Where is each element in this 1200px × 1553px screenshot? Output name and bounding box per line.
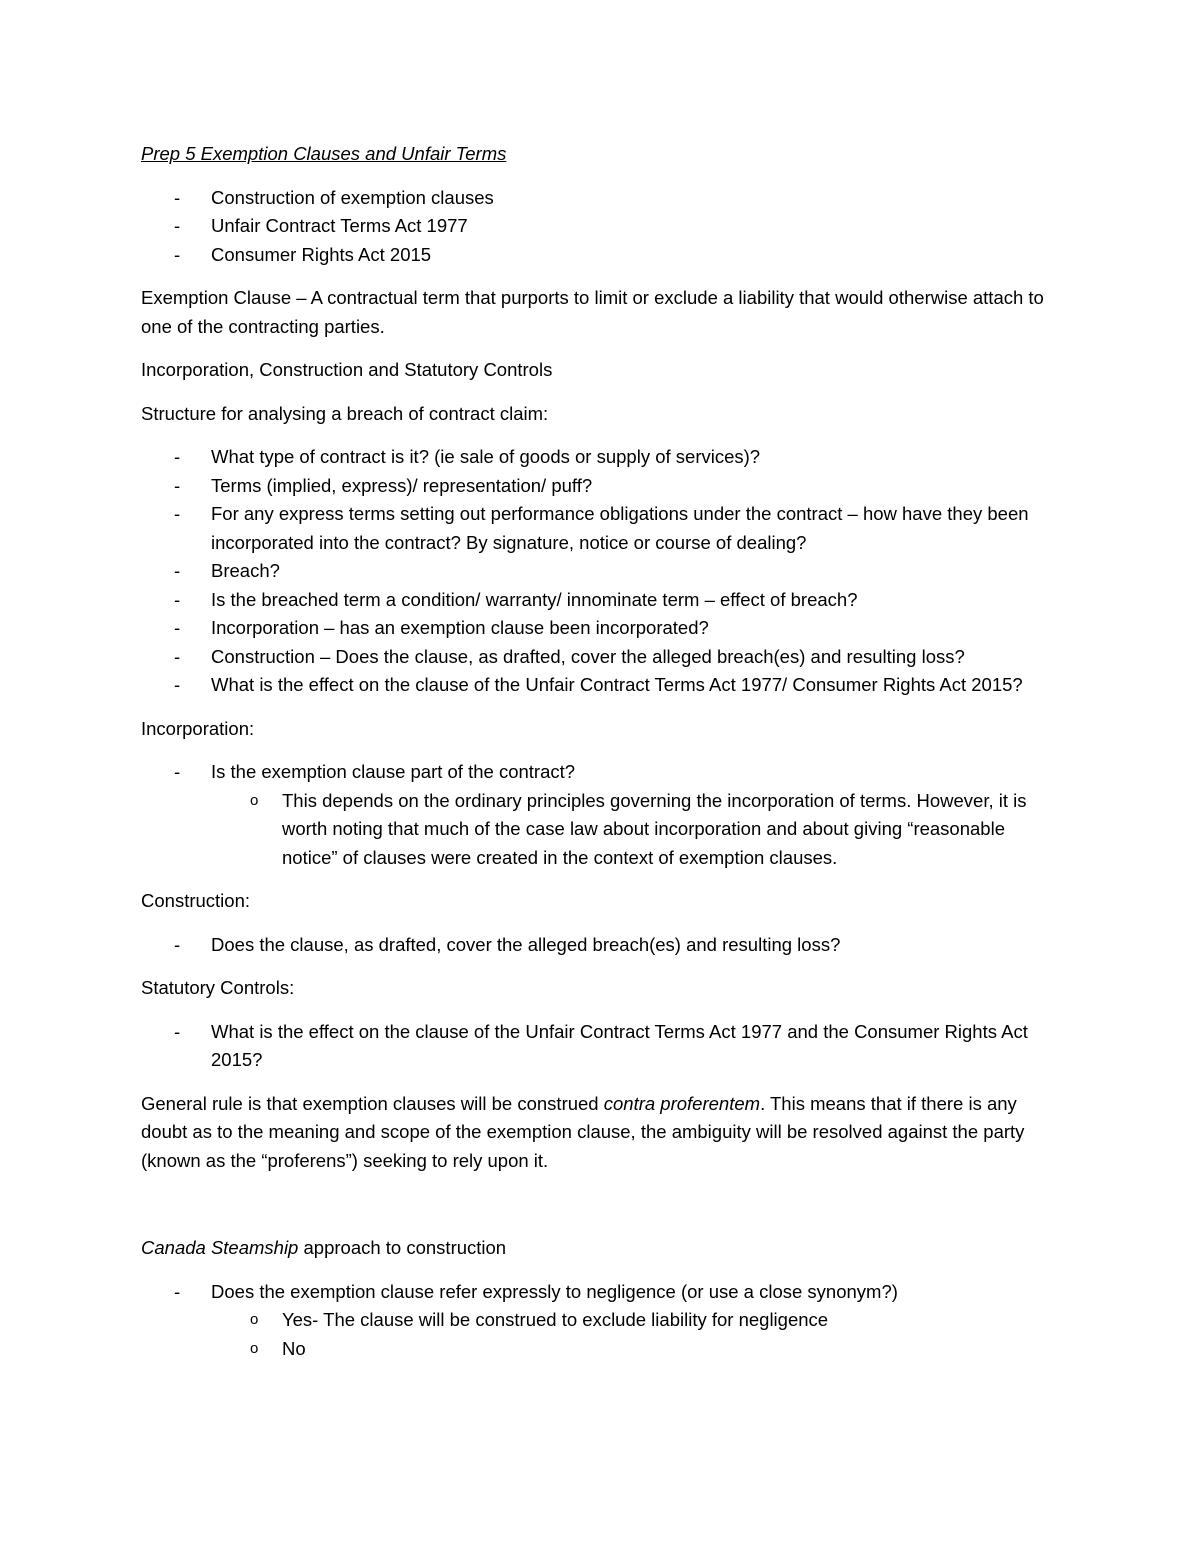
list-item: - Breach?	[141, 557, 1061, 586]
dash-bullet: -	[174, 588, 181, 610]
list-item: - Is the exemption clause part of the contract? o This depends on the ordinary principles governing the incorporation of terms. However, it is worth noting that much of the case law about incorporation and about giving “reasonable notice” of clauses were created in the context of exemption clauses.	[141, 758, 1061, 872]
list-item: - What type of contract is it? (ie sale of goods or supply of services)?	[141, 443, 1061, 472]
sub-list-item: o Yes- The clause will be construed to exclude liability for negligence	[141, 1306, 1061, 1335]
dash-bullet: -	[174, 186, 181, 208]
dash-bullet: -	[174, 474, 181, 496]
dash-bullet: -	[174, 503, 181, 524]
canada-list	[141, 1278, 1061, 1364]
blank-line	[141, 1190, 1061, 1234]
sub-list-item: o This depends on the ordinary principles governing the incorporation of terms. However, it is worth noting that much of the case law about incorporation and about giving “reasonable notice” of clauses were created in the context of exemption clauses.	[141, 787, 1061, 873]
section-heading-canada: Canada Steamship approach to construction	[141, 1237, 507, 1258]
page-title: Prep 5 Exemption Clauses and Unfair Terms	[141, 143, 507, 164]
section-heading-controls: Incorporation, Construction and Statutory Controls	[141, 359, 553, 380]
incorporation-list	[141, 758, 1061, 872]
structure-intro: Structure for analysing a breach of contract claim:	[141, 402, 549, 424]
definition-paragraph: Exemption Clause – A contractual term that purports to limit or exclude a liability that would otherwise attach to one of the contracting parties.	[141, 287, 1044, 337]
statutory-list	[141, 1018, 1061, 1075]
dash-bullet: -	[174, 645, 181, 667]
general-rule-paragraph: General rule is that exemption clauses will be construed contra proferentem. This means that if there is any doubt as to the meaning and scope of the exemption clause, the ambiguity will be resolved against the party (known as the “proferens”) seeking to rely upon it.	[141, 1092, 1025, 1171]
section-heading-statutory: Statutory Controls:	[141, 977, 295, 998]
circle-bullet: o	[250, 1339, 259, 1357]
dash-bullet: -	[174, 1280, 181, 1302]
section-heading-construction: Construction:	[141, 890, 250, 911]
dash-bullet: -	[174, 446, 181, 467]
list-item: - Incorporation – has an exemption clause been incorporated?	[141, 614, 1061, 643]
construction-list	[141, 931, 1061, 960]
section-heading-incorporation: Incorporation:	[141, 717, 255, 739]
canada-sublist	[211, 1306, 1061, 1363]
structure-list	[141, 443, 1061, 700]
list-item: - For any express terms setting out performance obligations under the contract – how have they been incorporated into the contract? By signature, notice or course of dealing?	[141, 500, 1061, 557]
list-item: - Does the clause, as drafted, cover the alleged breach(es) and resulting loss?	[141, 931, 1061, 960]
document-body	[141, 140, 1061, 1378]
dash-bullet: -	[174, 761, 181, 782]
topics-list	[141, 184, 1061, 270]
list-item: - What is the effect on the clause of the Unfair Contract Terms Act 1977 and the Consumer Rights Act 2015?	[141, 1018, 1061, 1075]
dash-bullet: -	[174, 674, 181, 695]
list-item: - Does the exemption clause refer expressly to negligence (or use a close synonym?) o Yes- The clause will be construed to exclude liability for negligence o No	[141, 1278, 1061, 1364]
list-item: - What is the effect on the clause of the Unfair Contract Terms Act 1977/ Consumer Rights Act 2015?	[141, 671, 1061, 700]
list-item: - Unfair Contract Terms Act 1977	[141, 212, 1061, 241]
list-item: - Construction of exemption clauses	[141, 184, 1061, 213]
list-item: - Is the breached term a condition/ warranty/ innominate term – effect of breach?	[141, 586, 1061, 615]
dash-bullet: -	[174, 617, 181, 638]
list-item: - Terms (implied, express)/ representation/ puff?	[141, 472, 1061, 501]
sub-list-item: o No	[141, 1335, 1061, 1364]
list-item: - Consumer Rights Act 2015	[141, 241, 1061, 270]
dash-bullet: -	[174, 243, 181, 265]
circle-bullet: o	[250, 1311, 259, 1328]
dash-bullet: -	[174, 1020, 181, 1042]
incorporation-sublist	[211, 787, 1061, 873]
circle-bullet: o	[250, 791, 259, 809]
case-name: Canada Steamship	[141, 1237, 299, 1258]
latin-term: contra proferentem	[603, 1092, 761, 1114]
dash-bullet: -	[174, 560, 181, 581]
list-item: - Construction – Does the clause, as drafted, cover the alleged breach(es) and resulting loss?	[141, 643, 1061, 672]
dash-bullet: -	[174, 215, 181, 236]
dash-bullet: -	[174, 933, 181, 955]
